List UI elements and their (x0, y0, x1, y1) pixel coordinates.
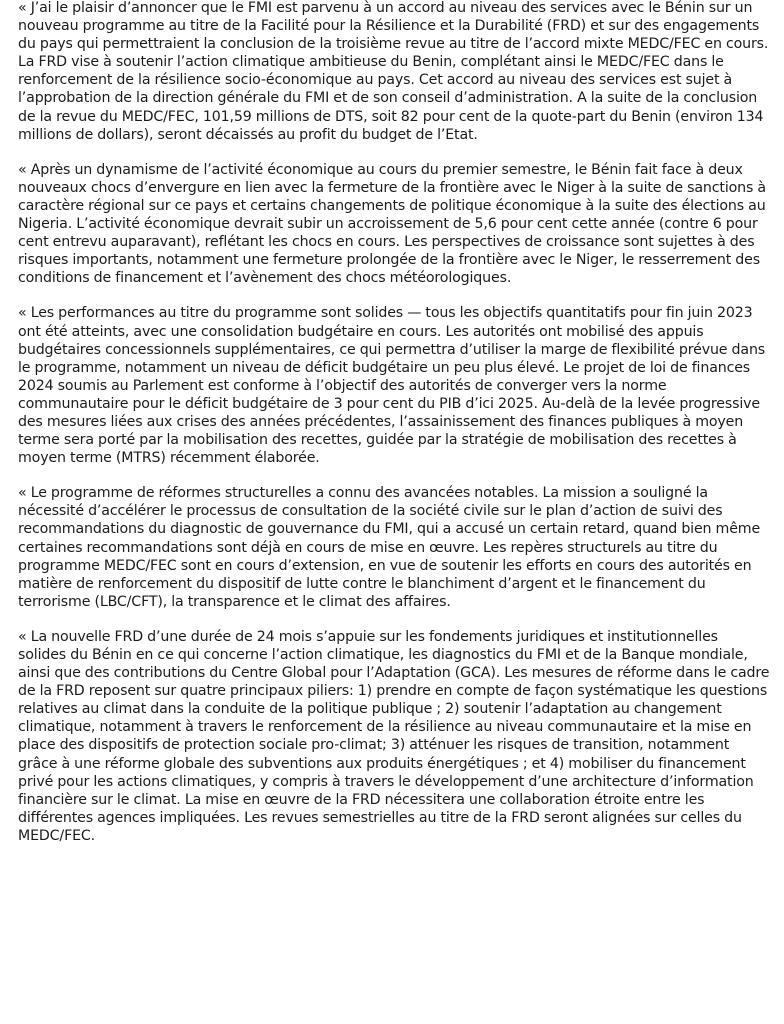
paragraph-economic-shocks: « Après un dynamisme de l’activité économique au cours du premier semestre, le Bénin fait face à deux nouveaux chocs d’envergure en lien avec la fermeture de la frontière avec le Niger à la suite de sanctions à caractère régional sur ce pays et certains changements de politique économique à la suite des élections au Nigeria. L’activité économique devrait subir un accroissement de 5,6 pour cent cette année (contre 6 pour cent entrevu auparavant), reflétant les chocs en cours. Les perspectives de croissance sont sujettes à des risques importants, notamment une fermeture prolongée de la frontière avec le Niger, le resserrement des conditions de financement et l’avènement des chocs météorologiques. (18, 161, 766, 287)
paragraph-program-performance: « Les performances au titre du programme sont solides — tous les objectifs quantitatifs pour fin juin 2023 ont été atteints, avec une consolidation budgétaire en cours. Les autorités ont mobilisé des appuis budgétaires concessionnels supplémentaires, ce qui permettra d’utiliser la marge de flexibilité prévue dans le programme, notamment un niveau de déficit budgétaire un peu plus élevé. Le projet de loi de finances 2024 soumis au Parlement est conforme à l’objectif des autorités de converger vers la norme communautaire pour le déficit budgétaire de 3 pour cent du PIB d’ici 2025. Au-delà de la levée progressive des mesures liées aux crises des années précédentes, l’assainissement des finances publiques à moyen terme sera porté par la mobilisation des recettes, guidée par la stratégie de mobilisation des recettes à moyen terme (MTRS) récemment élaborée. (18, 305, 766, 467)
paragraph-new-frd: « La nouvelle FRD d’une durée de 24 mois s’appuie sur les fondements juridiques et institutionnelles solides du Bénin en ce qui concerne l’action climatique, les diagnostics du FMI et de la Banque mondiale, ainsi que des contributions du Centre Global pour l’Adaptation (GCA). Les mesures de réforme dans le cadre de la FRD reposent sur quatre principaux piliers: 1) prendre en compte de façon systématique les questions relatives au climat dans la conduite de la politique publique ; 2) soutenir l’adaptation au changement climatique, notamment à travers le renforcement de la résilience au niveau communautaire et la mise en place des dispositifs de protection sociale pro-climat; 3) atténuer les risques de transition, notamment grâce à une réforme globale des subventions aux produits énergétiques ; et 4) mobiliser du financement privé pour les actions climatiques, y compris à travers le développement d’une architecture d’information financière sur le climat. La mise en œuvre de la FRD nécessitera une collaboration étroite entre les différentes agences impliquées. Les revues semestrielles au titre de la FRD seront alignées sur celles du MEDC/FEC. (18, 628, 770, 844)
article-body (18, 0, 770, 862)
paragraph-structural-reforms: « Le programme de réformes structurelles a connu des avancées notables. La mission a souligné la nécessité d’accélérer le processus de consultation de la société civile sur le plan d’action de suivi des recommandations du diagnostic de gouvernance du FMI, qui a accusé un certain retard, quand bien même certaines recommandations sont déjà en cours de mise en œuvre. Les repères structurels au titre du programme MEDC/FEC sont en cours d’extension, en vue de soutenir les efforts en cours des autorités en matière de renforcement du dispositif de lutte contre le blanchiment d’argent et le financement du terrorisme (LBC/CFT), la transparence et le climat des affaires. (18, 485, 761, 610)
paragraph-frd-agreement: « J’ai le plaisir d’annoncer que le FMI est parvenu à un accord au niveau des services avec le Bénin sur un nouveau programme au titre de la Facilité pour la Résilience et la Durabilité (FRD) et sur des engagements du pays qui permettraient la conclusion de la troisième revue au titre de l’accord mixte MEDC/FEC en cours. La FRD vise à soutenir l’action climatique ambitieuse du Benin, complétant ainsi le MEDC/FEC dans le renforcement de la résilience socio-économique au pays. Cet accord au niveau des services est sujet à l’approbation de la direction générale du FMI et de son conseil d’administration. A la suite de la conclusion de la revue du MEDC/FEC, 101,59 millions de DTS, soit 82 pour cent de la quote-part du Benin (environ 134 millions de dollars), seront décaissés au profit du budget de l’Etat. (18, 0, 769, 143)
